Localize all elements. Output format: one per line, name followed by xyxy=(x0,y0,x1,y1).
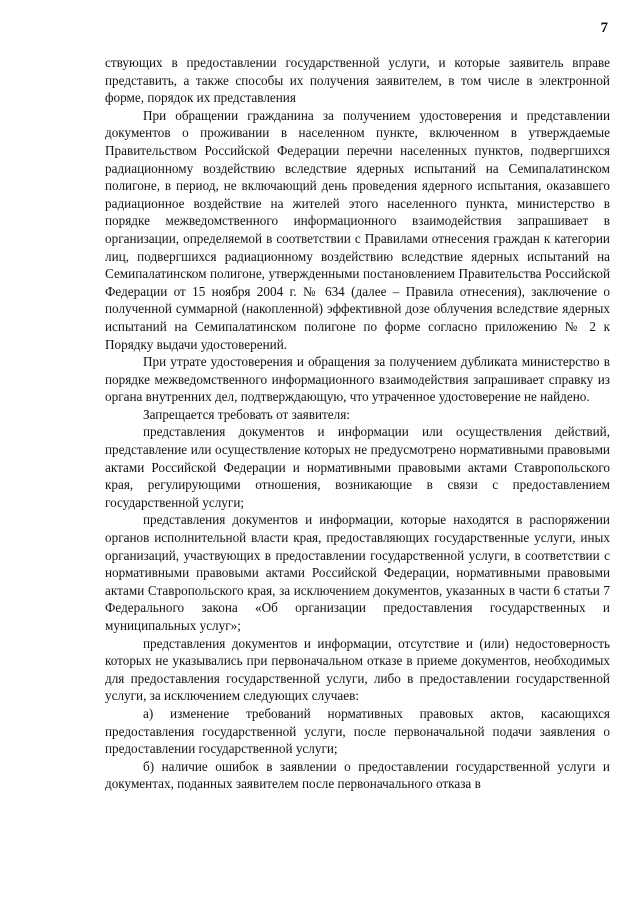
paragraph-case-a: а) изменение требований нормативных правовых актов, касающихся предоставления государственной услуги, после первоначальной подачи заявления о предоставлении государственной услуги; xyxy=(105,705,610,757)
paragraph-prohibition-2: представления документов и информации, которые находятся в распоряжении органов исполнительной власти края, предоставляющих государственные услуги, иных организаций, участвующих в предоставлении государственной услуги, в соответствии с нормативными правовыми актами Российской Федерации, нормативными правовыми актами Ставропольского края, за исключением документов, указанных в части 6 статьи 7 Федерального закона «Об организации предоставления государственных и муниципальных услуг»; xyxy=(105,512,610,633)
paragraph-duplicate-request: При утрате удостоверения и обращения за получением дубликата министерство в порядке межведомственного информационного взаимодействия запрашивает справку из органа внутренних дел, подтверждающую, что утраченное удостоверение не найдено. xyxy=(105,354,610,405)
paragraph-certificate-request: При обращении гражданина за получением удостоверения и представлении документов о проживании в населенном пункте, включенном в утверждаемые Правительством Российской Федерации перечни населенных пунктов, подвергшихся радиационному воздействию вследствие ядерных испытаний на Семипалатинском полигоне, в период, не включающий день проведения ядерного испытания, оказавшего радиационное воздействие на жителей этого населенного пункта, министерство в порядке межведомственного информационного взаимодействия запрашивает в организации, определяемой в соответствии с Правилами отнесения граждан к категории лиц, подвергшихся радиационному воздействию вследствие ядерных испытаний на Семипалатинском полигоне, утвержденными постановлением Правительства Российской Федерации от 15 ноября 2004 г. № 634 (далее – Правила отнесения), заключение о полученной суммарной (накопленной) эффективной дозе облучения вследствие ядерных испытаний на Семипалатинском полигоне по форме согласно приложению № 2 к Порядку выдачи удостоверений. xyxy=(105,107,610,352)
paragraph-continuation: ствующих в предоставлении государственной услуги, и которые заявитель вправе представить, а также способы их получения заявителем, в том числе в электронной форме, порядок их представления xyxy=(105,55,610,106)
paragraph-prohibition-1: представления документов и информации или осуществления действий, представление или осуществление которых не предусмотрено нормативными правовыми актами Российской Федерации и нормативными правовыми актами Ставропольского края, регулирующими отношения, возникающие в связи с предоставлением государственной услуги; xyxy=(105,424,610,510)
paragraph-prohibition-3: представления документов и информации, отсутствие и (или) недостоверность которых не указывались при первоначальном отказе в приеме документов, необходимых для предоставления государственной услуги, либо в предоставлении государственной услуги, за исключением следующих случаев: xyxy=(105,635,610,704)
document-body xyxy=(105,54,610,793)
page-number: 7 xyxy=(600,20,608,36)
paragraph-case-b: б) наличие ошибок в заявлении о предоставлении государственной услуги и документах, поданных заявителем после первоначального отказа в xyxy=(105,758,610,792)
paragraph-prohibitions-heading: Запрещается требовать от заявителя: xyxy=(143,406,350,422)
